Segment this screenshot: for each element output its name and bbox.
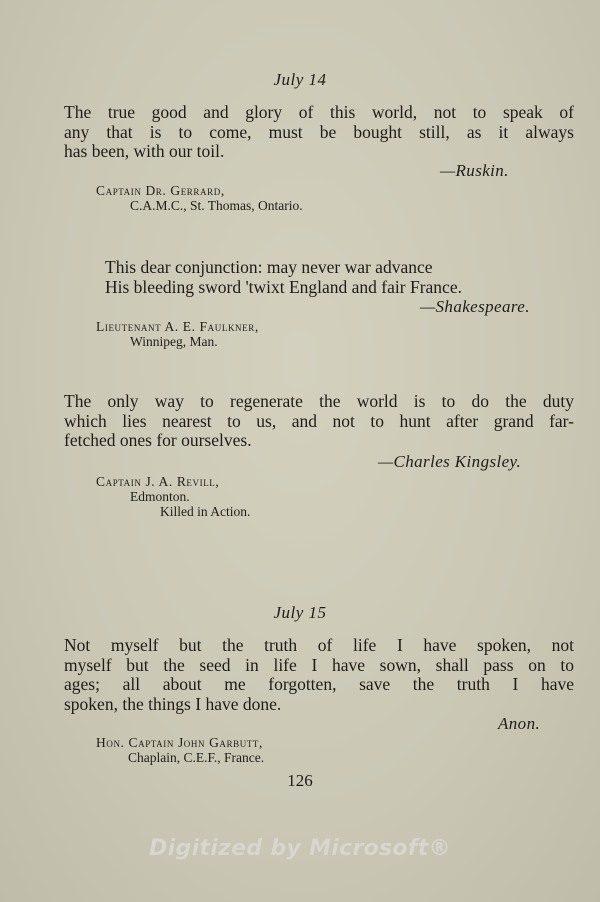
quote-line: This dear conjunction: may never war advance <box>105 257 433 277</box>
signature-line: Edmonton. <box>130 489 190 504</box>
signature <box>96 183 303 213</box>
entry-date: July 14 <box>273 70 327 89</box>
quote-line: The only way to regenerate the world is to do the duty <box>64 391 574 411</box>
quote-line: myself but the seed in life I have sown, shall pass on to <box>64 654 574 675</box>
quote-line: fetched ones for ourselves. <box>64 430 252 450</box>
signature-line: Chaplain, C.E.F., France. <box>128 750 265 765</box>
quote-line: His bleeding sword 'twixt England and fair France. <box>105 276 462 297</box>
signature-name: Lieutenant A. E. Faulkner, <box>96 319 259 334</box>
signature-name: Captain J. A. Revill, <box>96 474 220 489</box>
quote-author: —Charles Kingsley. <box>378 452 522 471</box>
signature-line: C.A.M.C., St. Thomas, Ontario. <box>130 198 303 213</box>
quote-author: Anon. <box>498 714 541 733</box>
signature-name: Hon. Captain John Garbutt, <box>96 735 264 750</box>
quote-author: —Ruskin. <box>440 161 509 180</box>
quote-line: spoken, the things I have done. <box>64 693 282 714</box>
signature <box>96 735 264 765</box>
quote-line: ages; all about me forgotten, save the truth I have <box>64 674 574 694</box>
quote-line: The true good and glory of this world, not to speak of <box>64 102 574 122</box>
quote-line: any that is to come, must be bought still, as it always <box>64 121 574 142</box>
quote-line: which lies nearest to us, and not to hunt after grand far- <box>64 410 574 431</box>
quote-text <box>64 103 574 162</box>
quote-author: —Shakespeare. <box>420 297 530 316</box>
signature <box>96 474 250 519</box>
quote-line: has been, with our toil. <box>64 141 225 161</box>
signature-name: Captain Dr. Gerrard, <box>96 183 225 198</box>
signature-line: Winnipeg, Man. <box>130 334 218 349</box>
page-number: 126 <box>287 771 313 790</box>
signature <box>96 319 259 349</box>
digitization-watermark: Digitized by Microsoft® <box>149 836 451 861</box>
quote-text <box>105 258 575 297</box>
quote-text <box>64 392 574 451</box>
quote-line: Not myself but the truth of life I have spoken, not <box>64 635 574 655</box>
signature-line: Killed in Action. <box>160 504 251 519</box>
quote-text <box>64 636 574 714</box>
entry-date: July 15 <box>273 603 327 622</box>
